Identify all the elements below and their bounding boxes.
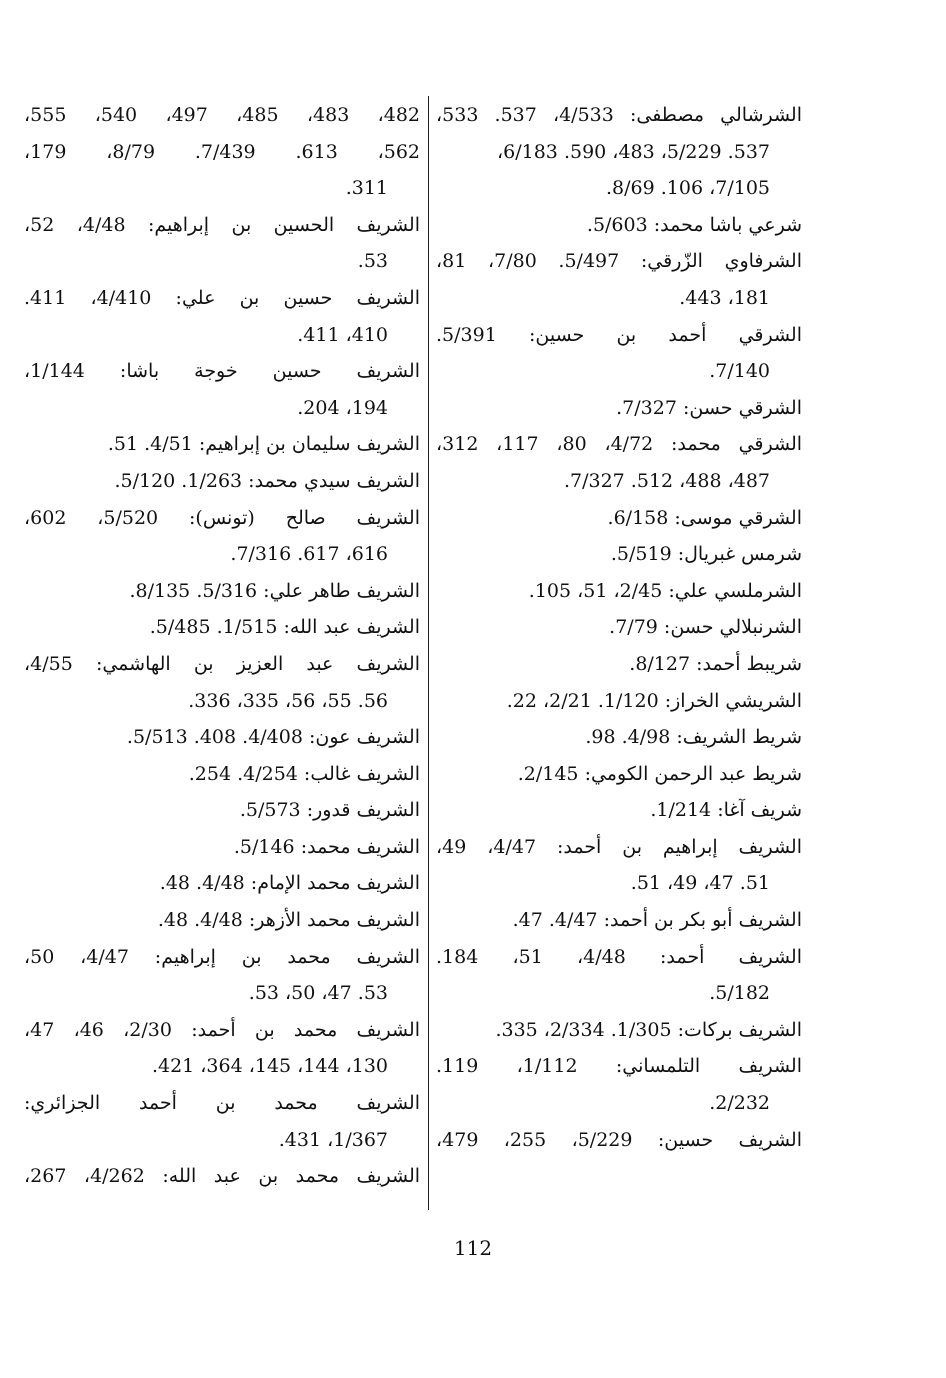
column-divider	[428, 96, 429, 1210]
index-column-right	[436, 97, 802, 1158]
index-line: 482، 483، 485، 497، 540، 555،	[24, 104, 420, 126]
index-line: الشريف محمد الأزهر: 4/48. 48.	[157, 909, 420, 932]
index-line: الشريف صالح (تونس): 5/520، 602،	[24, 506, 420, 529]
index-line: الشريف إبراهيم بن أحمد: 4/47، 49،	[436, 835, 802, 858]
index-line: 311.	[345, 177, 388, 200]
index-line: الشريف حسين: 5/229، 255، 479،	[436, 1128, 802, 1151]
index-line: الشرقي حسن: 7/327.	[616, 396, 802, 419]
index-line: 130، 144، 145، 364، 421.	[151, 1055, 388, 1078]
index-line: الشريف عون: 4/408. 408. 5/513.	[126, 726, 420, 749]
index-line: الشريف محمد بن أحمد الجزائري:	[24, 1092, 420, 1115]
index-line: الشريف أبو بكر بن أحمد: 4/47. 47.	[512, 909, 802, 932]
index-line: الشرقي موسى: 6/158.	[607, 506, 802, 529]
index-line: 616، 617. 7/316.	[230, 543, 388, 566]
index-line: الشريف قدور: 5/573.	[239, 799, 420, 822]
index-line: الشريف أحمد: 4/48، 51، 184.	[436, 945, 802, 968]
index-line: 487، 488، 512. 7/327.	[563, 469, 770, 492]
index-line: 537. 5/229، 483، 590. 6/183،	[497, 140, 770, 163]
index-line: الشريف طاهر علي: 5/316. 8/135.	[129, 579, 420, 602]
index-line: 2/232.	[709, 1092, 770, 1115]
index-line: 7/105، 106. 8/69.	[605, 177, 770, 200]
index-line: الشرنبلالي حسن: 7/79.	[609, 616, 802, 639]
index-line: 51. 47، 49، 51.	[630, 872, 770, 895]
index-line: 181، 443.	[679, 286, 770, 309]
index-line: شريط عبد الرحمن الكومي: 2/145.	[517, 762, 802, 785]
index-line: شرعي باشا محمد: 5/603.	[586, 213, 802, 236]
index-line: الشرملسي علي: 2/45، 51، 105.	[528, 579, 802, 602]
index-line: الشريشي الخراز: 1/120. 2/21، 22.	[506, 689, 802, 712]
index-line: الشريف سليمان بن إبراهيم: 4/51. 51.	[107, 433, 420, 456]
index-line: الشريف حسين خوجة باشا: 1/144،	[24, 360, 420, 383]
index-line: الشرقي أحمد بن حسين: 5/391.	[436, 323, 802, 346]
index-line: شريبط أحمد: 8/127.	[629, 652, 802, 675]
index-line: 53.	[357, 250, 388, 273]
index-line: 5/182.	[709, 982, 770, 1005]
page-number: 112	[453, 1236, 493, 1260]
index-line: الشريف عبد الله: 1/515. 5/485.	[149, 616, 420, 639]
index-line: 56. 55، 56، 335، 336.	[188, 689, 388, 712]
index-line: 562، 613. 7/439. 8/79، 179،	[24, 140, 420, 163]
index-line: الشريف محمد بن عبد الله: 4/262، 267،	[24, 1165, 421, 1188]
index-line: الشريف محمد الإمام: 4/48. 48.	[159, 872, 420, 895]
index-line: الشريف سيدي محمد: 1/263. 5/120.	[114, 469, 420, 492]
index-line: 410، 411.	[297, 323, 388, 346]
index-line: 53. 47، 50، 53.	[248, 982, 388, 1005]
index-column-left	[24, 97, 420, 1195]
index-line: الشريف التلمساني: 1/112، 119.	[436, 1055, 802, 1078]
index-line: الشريف الحسين بن إبراهيم: 4/48، 52،	[24, 213, 420, 236]
index-line: الشرشالي مصطفى: 4/533، 537. 533،	[436, 104, 802, 126]
index-line: الشريف عبد العزيز بن الهاشمي: 4/55،	[24, 652, 420, 675]
index-line: 194، 204.	[297, 396, 388, 419]
index-line: شرمس غبريال: 5/519.	[610, 543, 802, 566]
index-line: 1/367، 431.	[278, 1128, 388, 1151]
index-line: الشريف بركات: 1/305. 2/334، 335.	[495, 1018, 802, 1041]
index-line: الشريف حسين بن علي: 4/410، 411.	[24, 286, 420, 309]
index-line: الشريف محمد بن أحمد: 2/30، 46، 47،	[24, 1018, 420, 1041]
index-line: الشرفاوي الزّرقي: 5/497. 7/80، 81،	[436, 250, 802, 273]
index-line: الشريف محمد بن إبراهيم: 4/47، 50،	[24, 945, 421, 968]
index-line: شريف آغا: 1/214.	[650, 799, 802, 822]
index-line: الشريف محمد: 5/146.	[233, 835, 420, 858]
index-line: الشرقي محمد: 4/72، 80، 117، 312،	[436, 433, 803, 456]
index-line: 7/140.	[709, 360, 770, 383]
index-line: الشريف غالب: 4/254. 254.	[188, 762, 420, 785]
index-line: شريط الشريف: 4/98. 98.	[585, 726, 802, 749]
